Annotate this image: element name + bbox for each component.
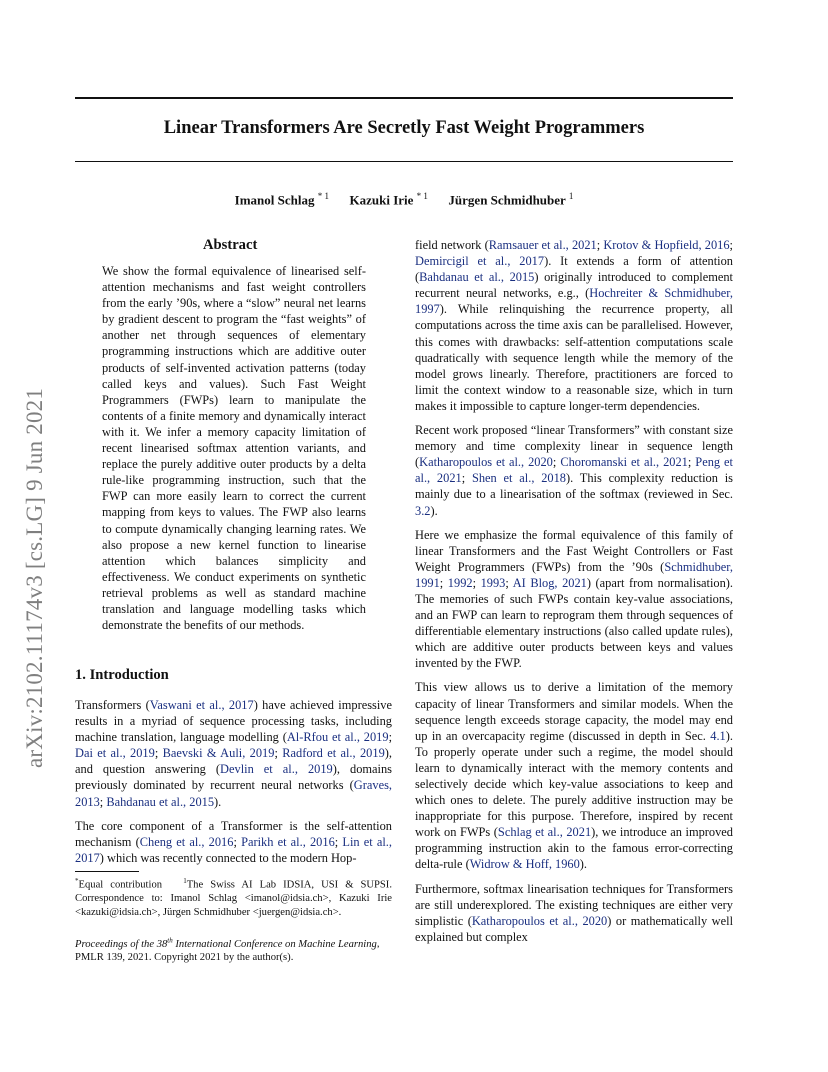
- footnote-rule: [75, 871, 139, 872]
- author-name: Jürgen Schmidhuber: [448, 192, 566, 208]
- proceedings-ordinal: th: [167, 936, 173, 944]
- text-run: ) which was recently connected to the modern Hop-: [99, 850, 357, 865]
- text-run: ;: [388, 730, 393, 745]
- text-run: ).: [579, 857, 588, 872]
- title-bottom-rule: [75, 161, 733, 162]
- paper-title: Linear Transformers Are Secretly Fast Weight Programmers: [163, 118, 645, 138]
- text-run: ). While relinquishing the recurrence property, all computations across the time axis can be parallelised. However, this comes with drawbacks: self-attention computations scale quadratically with sequence length while the memory of the model grows linearly. Therefore, practitioners are forced to limit the context window to a reasonable size, which in turn makes it impossible to capture longer-term dependencies.: [415, 302, 733, 413]
- text-run: ) have achieved impressive results in a myriad of sequence processing tasks, including machine translation, language modelling (: [75, 698, 392, 745]
- abstract-text: We show the formal equivalence of linearised self-attention mechanisms and fast weight controllers from the early ’90s, where a “slow” neural net learns by gradient descent to program the “fast weights” of another net through sequences of elementary programming instructions which are additive outer products of self-invented activation patterns (today called keys and values). Such Fast Weight Programmers (FWPs) learn to manipulate the contents of a finite memory and dynamically interact with it. We infer a memory capacity limitation of recent linearised softmax attention variants, and replace the purely additive outer products by a delta rule-like programming instruction, such that the FWP can more easily learn to correct the current mapping from keys to values. The FWP also learns to compute dynamically changing learning rates. We also propose a new kernel function to linearise attention which balances simplicity and effectiveness. We conduct experiments on synthetic retrieval problems as well as standard machine translation and language modelling tasks which demonstrate the benefits of our methods.: [102, 264, 366, 633]
- text-run: ). This complexity reduction is mainly due to a linearisation of the softmax (reviewed in Sec.: [415, 471, 733, 502]
- text-run: Furthermore, softmax linearisation techniques for Transformers are still underexplored. The existing techniques are either very simplistic (: [415, 881, 733, 928]
- citation-link[interactable]: AI Blog, 2021: [512, 575, 587, 590]
- right-column: [415, 237, 733, 953]
- author-list: [75, 191, 733, 208]
- text-run: ), domains previously dominated by recurrent neural networks (: [75, 762, 392, 793]
- text-run: ;: [233, 834, 242, 849]
- author-name: Imanol Schlag: [234, 192, 315, 208]
- citation-link[interactable]: Shen et al., 2018: [471, 471, 566, 486]
- citation-link[interactable]: Widrow & Hoff, 1960: [469, 857, 580, 872]
- text-run: ).: [430, 503, 438, 518]
- text-run: ;: [729, 238, 733, 252]
- arxiv-identifier: arXiv:2102.11174v3 [cs.LG] 9 Jun 2021: [22, 387, 47, 768]
- citation-link[interactable]: Demircigil et al., 2017: [415, 254, 545, 269]
- paragraph: [415, 881, 733, 945]
- paragraph: [415, 679, 733, 872]
- top-rule: [75, 97, 733, 99]
- footnote-equal-contribution: Equal contribution: [78, 879, 163, 891]
- text-run: ) or mathematically well explained but complex: [415, 913, 734, 944]
- footnote: *Equal contribution $^1$The Swiss AI Lab IDSIA, USI & SUPSI. Correspondence to: Imanol Schlag <imanol@idsia.ch>, Kazuki Irie <kazuki@idsia.ch>, Jürgen Schmidhuber <juergen@idsia.ch>.: [75, 877, 392, 919]
- citation-link[interactable]: Choromanski et al., 2021: [560, 455, 688, 470]
- text-run: ;: [472, 575, 481, 590]
- paragraph: [75, 818, 392, 866]
- citation-link[interactable]: Al-Rfou et al., 2019: [286, 730, 389, 745]
- proceedings-copyright: , PMLR 139, 2021. Copyright 2021 by the author(s).: [75, 938, 380, 964]
- text-run: field network (: [415, 238, 489, 252]
- text-run: ;: [154, 746, 163, 761]
- citation-link[interactable]: Schlag et al., 2021: [497, 825, 592, 840]
- text-run: ;: [274, 746, 283, 761]
- citation-link[interactable]: 3.2: [415, 503, 431, 518]
- text-run: This view allows us to derive a limitation of the memory capacity of linear Transformers and similar models. When the sequence length exceeds storage capacity, the model may end up in an overcapacity regime (discussed in depth in Sec.: [415, 680, 733, 743]
- introduction-text: [75, 697, 392, 874]
- citation-link[interactable]: Schmidhuber, 1991: [415, 559, 733, 590]
- text-run: ). It extends a form of attention (: [415, 254, 733, 285]
- citation-link[interactable]: Dai et al., 2019: [75, 746, 155, 761]
- introduction-heading: 1. Introduction: [75, 667, 169, 683]
- author-affiliation-marks: * 1: [317, 191, 329, 201]
- citation-link[interactable]: Lin et al., 2017: [75, 834, 393, 865]
- citation-link[interactable]: Cheng et al., 2016: [139, 834, 234, 849]
- text-run: Here we emphasize the formal equivalence of this family of linear Transformers and the Fast Weight Controllers or Fast Weight Programmers (FWPs) from the ’90s (: [415, 527, 733, 574]
- citation-link[interactable]: Katharopoulos et al., 2020: [419, 455, 553, 470]
- paragraph: [415, 422, 733, 519]
- footnote-affiliation: The Swiss AI Lab IDSIA, USI & SUPSI. Correspondence to: Imanol Schlag <imanol@idsia.ch>, Kazuki Irie <kazuki@idsia.ch>, Jürgen Schmidhuber <juergen@idsia.ch>.: [75, 879, 392, 919]
- text-run: ). To properly operate under such a regime, the model should learn to dynamically interact with the memory contents and selectively decide which key-value associations to keep and which ones to delete. The purely additive instruction may be inappropriate for this purpose. Therefore, inspired by recent work on FWPs (: [415, 728, 733, 840]
- citation-link[interactable]: Vaswani et al., 2017: [149, 698, 254, 712]
- proceedings-venue: International Conference on Machine Learning: [172, 938, 377, 950]
- abstract-heading: Abstract: [203, 237, 258, 253]
- text-run: Transformers (: [75, 698, 150, 712]
- text-run: ;: [505, 575, 513, 590]
- proceedings-note: [75, 934, 392, 965]
- text-run: ;: [99, 794, 107, 809]
- text-run: Recent work proposed “linear Transformers” with constant size memory and time complexity linear in sequence length (: [415, 423, 733, 470]
- citation-link[interactable]: Bahdanau et al., 2015: [419, 270, 535, 285]
- citation-link[interactable]: Katharopoulos et al., 2020: [471, 913, 608, 928]
- citation-link[interactable]: Peng et al., 2021: [415, 455, 733, 486]
- text-run: ;: [687, 455, 696, 470]
- author-name: Kazuki Irie: [349, 192, 414, 208]
- citation-link[interactable]: Ramsauer et al., 2021: [488, 238, 597, 252]
- text-run: ;: [596, 238, 604, 252]
- citation-link[interactable]: Devlin et al., 2019: [220, 762, 333, 777]
- text-run: ;: [439, 575, 448, 590]
- author-affiliation-marks: 1: [568, 191, 574, 201]
- text-run: ), and question answering (: [75, 746, 392, 777]
- text-run: ;: [461, 471, 472, 486]
- author-affiliation-marks: * 1: [416, 191, 428, 201]
- text-run: ) originally introduced to complement recurrent neural networks, e.g., (: [415, 270, 733, 301]
- proceedings-prefix: Proceedings of the 38: [75, 938, 168, 950]
- citation-link[interactable]: 1993: [480, 575, 506, 590]
- citation-link[interactable]: 4.1: [710, 728, 726, 743]
- citation-link[interactable]: Hochreiter & Schmidhuber, 1997: [415, 286, 734, 317]
- paragraph: [415, 237, 733, 414]
- paragraph: [415, 527, 733, 672]
- citation-link[interactable]: Baevski & Auli, 2019: [162, 746, 275, 761]
- paragraph: [75, 697, 392, 810]
- citation-link[interactable]: Krotov & Hopfield, 2016: [603, 238, 730, 252]
- text-run: ;: [552, 455, 561, 470]
- citation-link[interactable]: Graves, 2013: [75, 778, 392, 809]
- text-run: ;: [334, 834, 343, 849]
- citation-link[interactable]: Bahdanau et al., 2015: [106, 794, 215, 809]
- text-run: The core component of a Transformer is the self-attention mechanism (: [75, 818, 392, 849]
- citation-link[interactable]: 1992: [447, 575, 473, 590]
- text-run: ) (apart from normalisation). The memories of such FWPs contain key-value associations, and an FWP can learn to reprogram them through sequences of differentiable elementary instructions (also called update rules), which are additive outer products between keys and values invented by the FWP.: [415, 575, 734, 671]
- text-run: ), we introduce an improved programming instruction akin to the famous error-correcting delta-rule (: [415, 825, 733, 872]
- text-run: ).: [214, 794, 222, 809]
- citation-link[interactable]: Parikh et al., 2016: [241, 834, 335, 849]
- citation-link[interactable]: Radford et al., 2019: [282, 746, 385, 761]
